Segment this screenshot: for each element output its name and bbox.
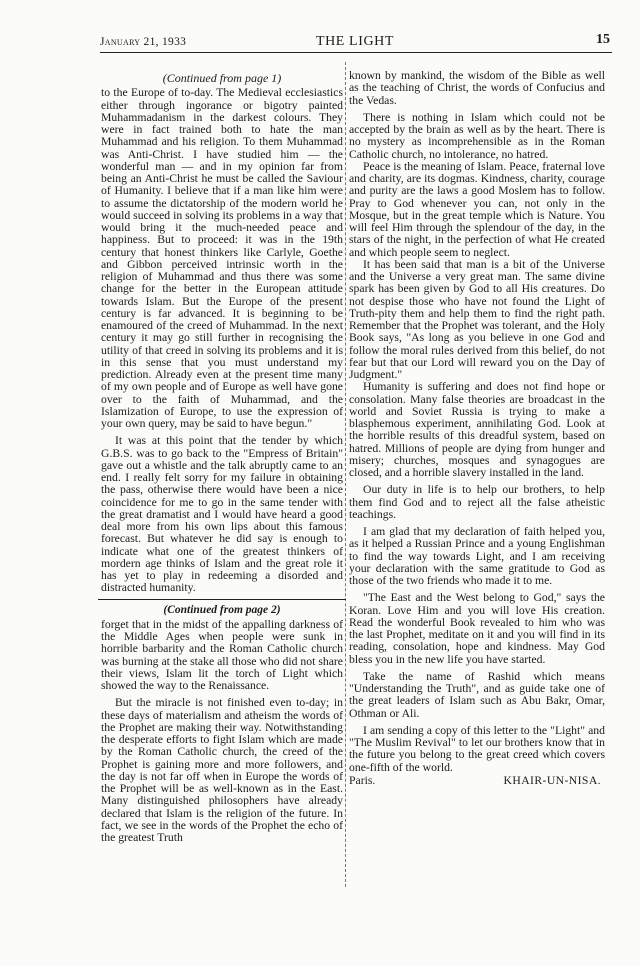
letter-paragraph: It has been said that man is a bit of the Universe and the Universe a very great man. The same divine spark has been given by God to all His creatures. Do not despise those who have not found the Light of Truth-pity them and help them to find the right path. Remember that the Prophet was tolerant, and the Holy Book says, "As long as you believe in one God and follow the moral rules derived from this belief, do not fear but that our Lord will reward you on the Day of Judgment." <box>349 257 605 381</box>
article1-paragraph: to the Europe of to-day. The Medieval ecclesiastics either through ingorance or bigotry painted Muhammadanism in the darkest colours. They were in fact trained both to hate the man Muhammad and his religion. To them Muhammad was Anti-Christ. I have studied him — the wonderful man — and in my opinion far from being an Anti-Christ he must be called the Saviour of Humanity. I believe that if a man like him were to assume the dictatorship of the modern world he would succeed in solving its problems in a way that would bring it the much-needed peace and happiness. But to proceed: it was in the 19th century that honest thinkers like Carlyle, Goethe and Gibbon perceived intrinsic worth in the religion of Muhammad and thus there was some change for the better in the European attitude towards Islam. But the Europe of the present century is far advanced. It is beginning to be enamoured of the creed of Muhammad. In the next century it may go still further in recognising the utility of that creed in solving its problems and it is in this sense that you must understand my prediction. Already even at the present time many of my own people and of Europe as well have gone over to the faith of Muhammad, and the Islamization of Europe, to use the expression of your own query, may be said to have begun." <box>101 86 343 430</box>
place: Paris. <box>349 773 376 787</box>
letter-paragraph: I am glad that my declaration of faith helped you, as it helped a Russian Prince and a young Englishman to find the way towards Light, and I am receiving your declaration with the same gratitude to God as those of the two friends who made it to me. <box>349 525 605 587</box>
page-header <box>100 30 610 50</box>
article2-paragraph: But the miracle is not finished even to-day; in these days of materialism and atheism the words of the Prophet are making their way. Notwithstanding the desperate efforts to fight Islam which are made by the Roman Catholic church, the creed of the Prophet is gaining more and more followers, and the day is not far off when in Europe the words of the Prophet will be as well-known as in the East. Many distinguished philosophers have already declared that Islam is the religion of the future. In fact, we see in the words of the Prophet the echo of the greatest Truth <box>101 696 343 844</box>
letter-paragraph: Our duty in life is to help our brothers, to help them find God and to reject all the false atheistic teachings. <box>349 483 605 521</box>
continued-from-page-1: (Continued from page 1) <box>162 71 282 85</box>
left-column <box>101 68 343 844</box>
letter-paragraph: known by mankind, the wisdom of the Bible as well as the teaching of Christ, the words of Confucius and the Vedas. <box>349 69 605 107</box>
article2-paragraph: forget that in the midst of the appalling darkness of the Middle Ages when people were sunk in horrible barbarity and the Roman Catholic church was burning at the stake all those who did not share their views, Islam lit the torch of Light which showed the way to the Renaissance. <box>101 617 343 692</box>
continued-from-page-2: (Continued from page 2) <box>163 603 281 616</box>
publication-title: THE LIGHT <box>315 34 395 49</box>
letter-paragraph: Take the name of Rashid which means "Understanding the Truth", and as guide take one of the great leaders of Islam such as Abu Bakr, Omar, Othman or Ali. <box>349 669 605 720</box>
letter-paragraph: "The East and the West belong to God," says the Koran. Love Him and you will love His creation. Read the wonderful Book revealed to him who was the last Prophet, meditate on it and you will find in its reading, consolation, hope and kindness. May God bless you in the new life you have started. <box>349 591 605 666</box>
article1-paragraph: It was at this point that the tender by which G.B.S. was to go back to the "Empress of Britain" gave out a whistle and the talk abruptly came to an end. I really felt sorry for my failure in obtaining the pass, otherwise there would have been a nice coincidence for me to go in the same tender with the great dramatist and I would have heard a good deal more from his own lips about this famous forecast. But whatever he did say is enough to indicate what one of the greatest thinkers of mordern age thinks of Islam and the great role it has yet to play in redeeming a disorded and distracted humanity. <box>101 434 343 595</box>
letter-paragraph: I am sending a copy of this letter to the "Light" and "The Muslim Revival" to let our brothers know that in the future you belong to the great creed which covers one-fifth of the world. <box>349 723 605 774</box>
letter-signoff <box>349 775 605 787</box>
letter-paragraph: Humanity is suffering and does not find hope or consolation. Many false theories are broadcast in the world and Soviet Russia is trying to make a blasphemous experiment, annihilating God. Look at the horrible results of this dreadful system, based on hatred. Millions of people are dying from hunger and misery; churches, mosques and synagogues are closed, and a horrible slavery installed in the land. <box>349 380 605 479</box>
signature: KHAIR-UN-NISA. <box>503 773 601 787</box>
right-column <box>349 70 605 787</box>
page-number: 15 <box>596 32 610 47</box>
column-divider <box>345 62 346 887</box>
letter-paragraph: Peace is the meaning of Islam. Peace, fraternal love and charity, are its dogmas. Kindness, charity, courage and purity are the laws a good Moslem has to follow. Pray to God whenever you can, not only in the Mosque, but in the great temple which is Nature. You will feel Him through the splendour of the day, in the stars of the night, in the perfection of what He created and which people seem to neglect. <box>349 159 605 259</box>
letter-paragraph: There is nothing in Islam which could not be accepted by the brain as well as by the heart. There is no mystery as incomprehensible as in the Roman Catholic church, no intolerance, no hatred. <box>349 110 605 161</box>
article-divider <box>98 599 346 600</box>
header-rule <box>100 52 612 53</box>
issue-date: January 21, 1933 <box>100 36 187 48</box>
